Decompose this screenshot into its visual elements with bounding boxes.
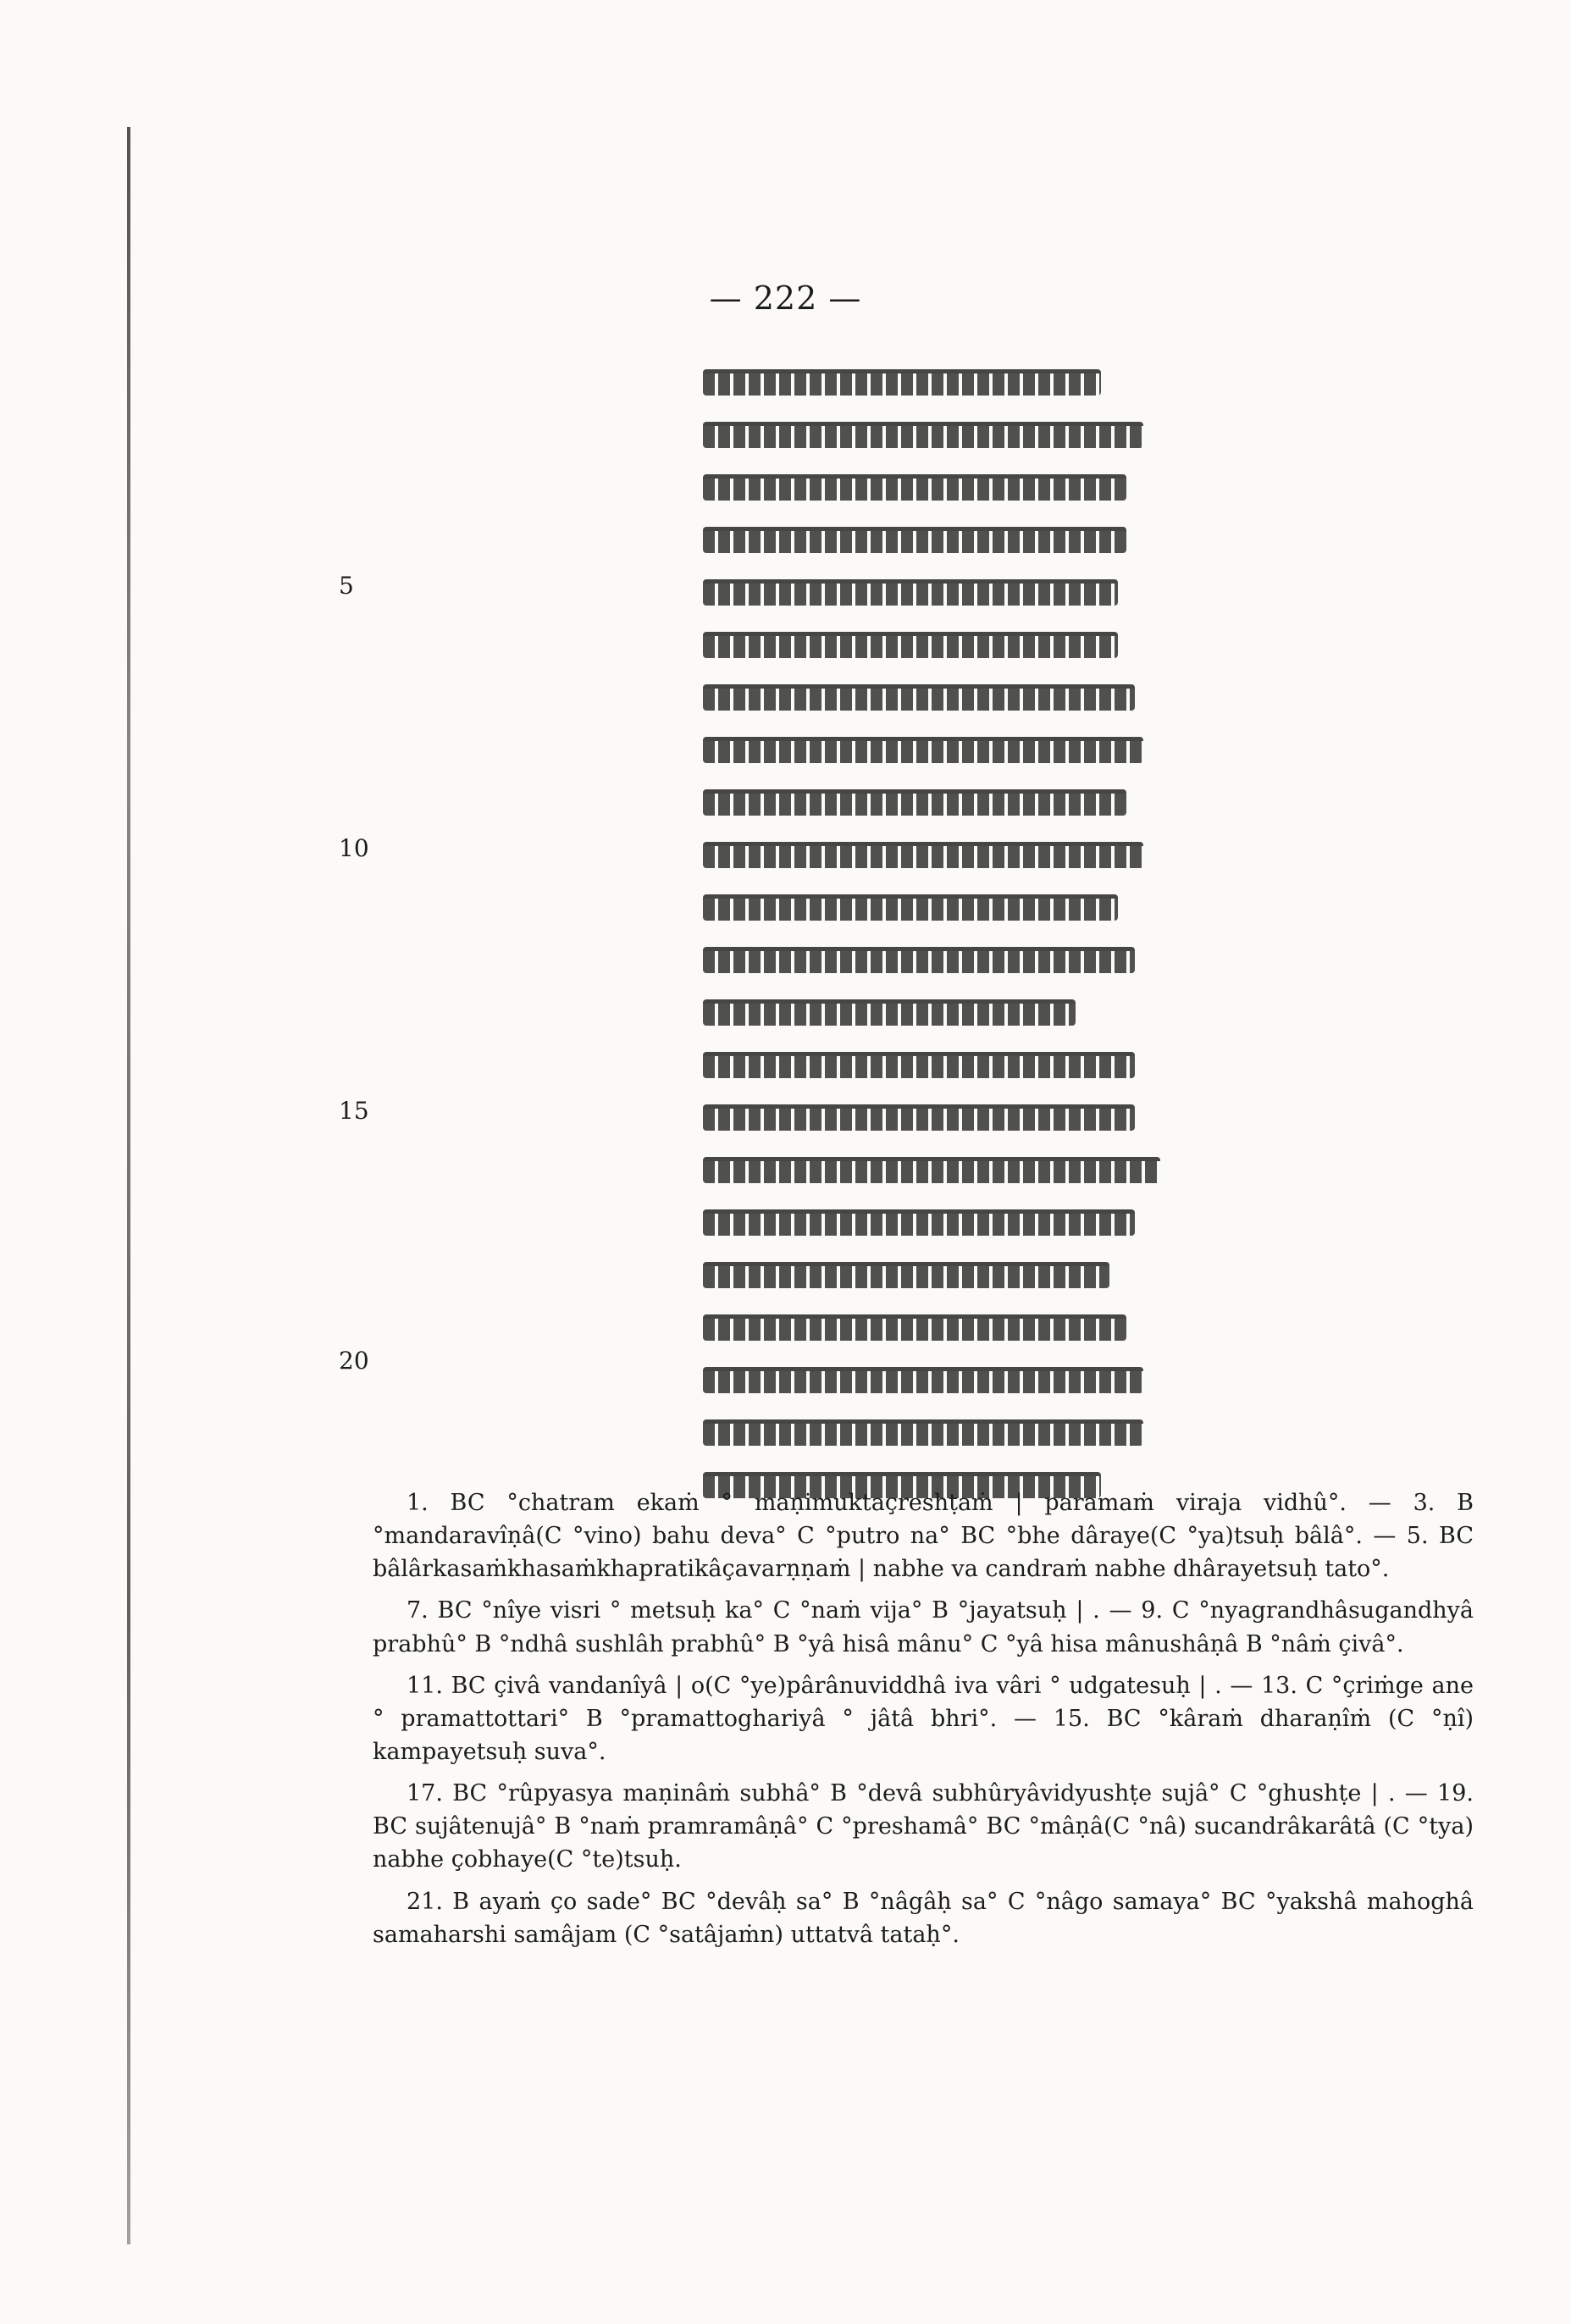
sanskrit-verse-block	[686, 356, 1160, 1511]
footnote: 11. BC çivâ vandanîyâ | o(C °ye)pârânuviddhâ iva vâri ° udgatesuḥ | . — 13. C °çriṁge ane ° pramattottari° B °pramattoghariyâ ° jâtâ bhri°. — 15. BC °kâraṁ dharaṇîṁ (C °ṇî) kampayetsuḥ suva°.	[373, 1672, 1474, 1765]
verse-line	[686, 461, 1160, 513]
footnote: 21. B ayaṁ ço sade° BC °devâḥ sa° B °nâgâḥ sa° C °nâgo samaya° BC °yakshâ mahoghâ samaharshi samâjam (C °satâjaṁn) uttatvâ tataḥ°.	[373, 1888, 1474, 1948]
line-number: 10	[339, 834, 369, 862]
verse-line	[686, 881, 1160, 933]
verse-line	[686, 1248, 1160, 1301]
verse-line	[686, 671, 1160, 723]
verse-line	[686, 356, 1160, 408]
verse-line	[686, 828, 1160, 881]
verse-line	[686, 723, 1160, 776]
page-number: — 222 —	[709, 279, 862, 317]
footnote: 1. BC °chatram ekaṁ ° maṇimuktaçreshṭaṁ | paramaṁ viraja vidhû°. — 3. B °mandaravîṇâ(C °vino) bahu deva° C °putro na° BC °bhe dâraye(C °ya)tsuḥ bâlâ°. — 5. BC bâlârkasaṁkhasaṁkhapratikâçavarṇṇaṁ | nabhe va candraṁ nabhe dhârayetsuḥ tato°.	[373, 1490, 1474, 1583]
line-number: 15	[339, 1097, 369, 1125]
verse-line	[686, 1143, 1160, 1196]
line-number: 20	[339, 1347, 369, 1375]
verse-line	[686, 1038, 1160, 1091]
verse-line	[686, 1301, 1160, 1353]
verse-line	[686, 1406, 1160, 1458]
verse-line	[686, 933, 1160, 986]
verse-line	[686, 1091, 1160, 1143]
verse-line	[686, 513, 1160, 566]
footnotes	[373, 1486, 1474, 1960]
line-number: 5	[339, 572, 354, 600]
verse-line	[686, 566, 1160, 618]
verse-line	[686, 618, 1160, 671]
footnote: 7. BC °nîye visri ° metsuḥ ka° C °naṁ vija° B °jayatsuḥ | . — 9. C °nyagrandhâsugandhyâ prabhû° B °ndhâ sushlâh prabhû° B °yâ hisâ mânu° C °yâ hisa mânushâṇâ B °nâṁ çivâ°.	[373, 1597, 1474, 1657]
verse-line	[686, 1353, 1160, 1406]
verse-line	[686, 986, 1160, 1038]
verse-line	[686, 408, 1160, 461]
verse-line	[686, 776, 1160, 828]
page-edge	[127, 127, 130, 2244]
footnote: 17. BC °rûpyasya maṇinâṁ subhâ° B °devâ subhûryâvidyushṭe sujâ° C °ghushṭe | . — 19. BC sujâtenujâ° B °naṁ pramramâṇâ° C °preshamâ° BC °mâṇâ(C °nâ) sucandrâkarâtâ (C °tya) nabhe çobhaye(C °te)tsuḥ.	[373, 1780, 1474, 1873]
verse-line	[686, 1196, 1160, 1248]
